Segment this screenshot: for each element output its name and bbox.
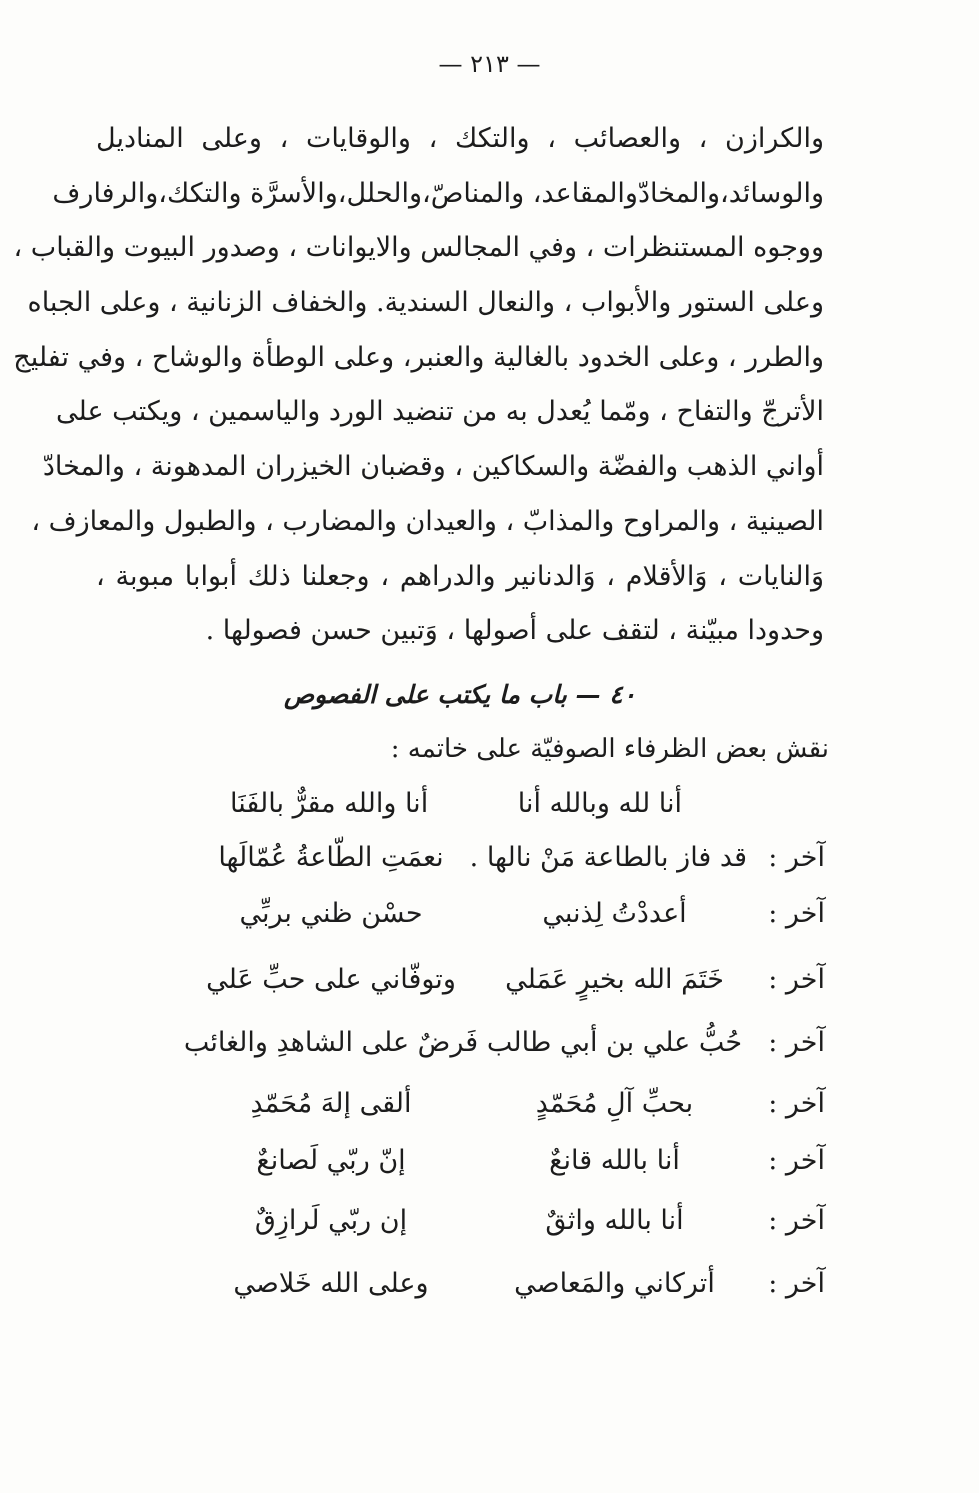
hemistich-right: أنا لله وبالله أنا bbox=[517, 788, 682, 819]
intro-line: نقش بعض الظرفاء الصوفيّة على خاتمه : bbox=[390, 734, 829, 764]
hemistich-left: وتوفّاني على حبِّ عَلي bbox=[206, 964, 456, 995]
motto-verse bbox=[180, 964, 825, 995]
motto-label: آخر : bbox=[768, 1027, 825, 1058]
motto-verse bbox=[180, 1145, 825, 1176]
hemistich-right: خَتَمَ الله بخيرٍ عَمَلي bbox=[505, 964, 724, 995]
hemistich-left: وعلى الله خَلاصي bbox=[233, 1268, 429, 1299]
prose-line: وَالنايات ، وَالأقلام ، وَالدنانير والدراهم ، وجعلنا ذلك أبوابا مبوبة ، bbox=[96, 560, 824, 592]
motto-verse bbox=[180, 1268, 825, 1299]
prose-line: وعلى الستور والأبواب ، والنعال السندية. والخفاف الزنانية ، وعلى الجباه bbox=[27, 287, 824, 319]
page-number: — ٢١٣ — bbox=[438, 50, 541, 78]
prose-line: الأترجّ والتفاح ، ومّما يُعدل به من تنضيد الورد والياسمين ، ويكتب على bbox=[56, 396, 824, 428]
motto-verse bbox=[180, 842, 825, 873]
motto-verse bbox=[180, 1205, 825, 1236]
hemistich-right: أنا بالله واثقٌ bbox=[545, 1205, 684, 1236]
motto-label: آخر : bbox=[768, 1145, 825, 1176]
motto-label: آخر : bbox=[768, 1088, 825, 1119]
hemistich-left: أنا والله مقرٌّ بالفَنَا bbox=[230, 788, 429, 819]
hemistich-right: أتركاني والمَعاصي bbox=[514, 1268, 715, 1299]
prose-paragraph bbox=[13, 112, 824, 659]
section-heading: ٤٠ — باب ما يكتب على الفصوص bbox=[283, 680, 637, 709]
motto-verse bbox=[180, 1088, 825, 1119]
hemistich-right: أنا بالله قانعٌ bbox=[549, 1145, 680, 1176]
hemistich-right: حُبُّ علي بن أبي طالب bbox=[486, 1027, 743, 1058]
hemistich-left: فَرضٌ على الشاهدِ والغائب bbox=[183, 1027, 479, 1058]
prose-line: وحدودا مبيّنة ، لتقف على أصولها ، وَتبين حسن فصولها . bbox=[205, 615, 824, 647]
motto-label: آخر : bbox=[768, 1205, 825, 1236]
hemistich-right: أعددْتُ لِذنبي bbox=[542, 898, 687, 929]
hemistich-left: حسْن ظني بربِّي bbox=[239, 898, 423, 929]
motto-label: آخر : bbox=[768, 964, 825, 995]
hemistich-right: بحبِّ آلِ مُحَمّدٍ bbox=[535, 1088, 694, 1119]
hemistich-left: إن ربّي لَرازِقٌ bbox=[254, 1205, 408, 1236]
motto-verse bbox=[180, 898, 825, 929]
prose-line: ووجوه المستنظرات ، وفي المجالس والايوانات ، وصدور البيوت والقباب ، bbox=[13, 232, 824, 264]
hemistich-left: ألقى إلهَ مُحَمّدِ bbox=[250, 1088, 412, 1119]
prose-line: والوسائد،والمخادّوالمقاعد، والمناصّ،والحلل،والأسرَّة والتكك،والرفارف bbox=[52, 177, 824, 209]
hemistich-right: قد فاز بالطاعة مَنْ نالها . bbox=[469, 842, 747, 873]
motto-verse bbox=[230, 788, 682, 819]
prose-line: والطرر ، وعلى الخدود بالغالية والعنبر، وعلى الوطأة والوشاح ، وفي تفليج bbox=[13, 341, 824, 373]
motto-label: آخر : bbox=[768, 898, 825, 929]
prose-line: أواني الذهب والفضّة والسكاكين ، وقضبان الخيزران المدهونة ، والمخادّ bbox=[42, 451, 824, 483]
prose-line: الصينية ، والمراوح والمذابّ ، والعيدان والمضارب ، والطبول والمعازف ، bbox=[31, 505, 824, 537]
hemistich-left: نعمَتِ الطّاعةُ عُمّالَها bbox=[218, 842, 444, 873]
hemistich-left: إنّ ربّي لَصانعٌ bbox=[256, 1145, 406, 1176]
motto-label: آخر : bbox=[768, 1268, 825, 1299]
motto-label: آخر : bbox=[768, 842, 825, 873]
motto-verse bbox=[180, 1027, 825, 1058]
prose-line: والكرازن ، والعصائب ، والتكك ، والوقايات ، وعلى المناديل bbox=[96, 123, 824, 154]
